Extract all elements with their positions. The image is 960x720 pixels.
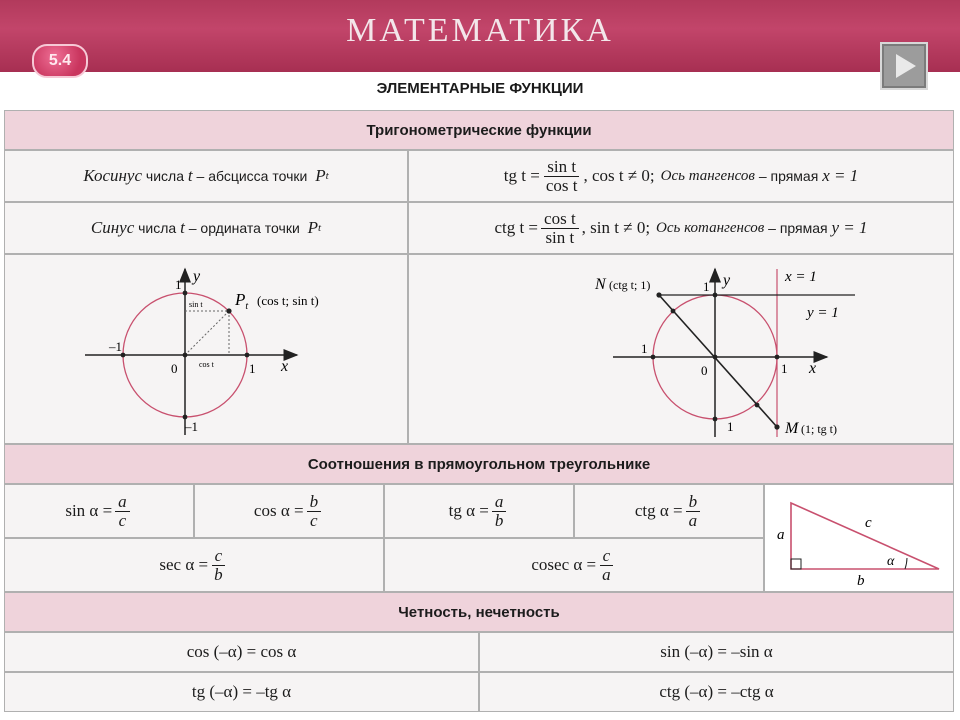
tg-condition: , cos t ≠ 0; bbox=[583, 166, 655, 185]
y-axis-label: y bbox=[193, 268, 201, 285]
n-coords: (ctg t; 1) bbox=[609, 278, 651, 292]
point-m bbox=[774, 424, 779, 429]
radius-line bbox=[185, 311, 229, 355]
origin-point bbox=[183, 353, 188, 358]
tg-ratio-fraction bbox=[492, 493, 507, 530]
right-triangle-svg bbox=[765, 485, 953, 591]
sec-ratio bbox=[4, 538, 384, 592]
x-axis-label: x bbox=[281, 358, 289, 375]
ctg-den: sin t bbox=[545, 227, 575, 247]
m-label: M bbox=[785, 420, 799, 437]
unit-circle-svg bbox=[5, 255, 407, 443]
cos-ratio-fraction bbox=[307, 493, 322, 530]
point-n bbox=[656, 292, 661, 297]
tangent-axes-diagram bbox=[408, 254, 954, 444]
sin-definition bbox=[4, 202, 408, 254]
sin-text: числа bbox=[134, 220, 181, 236]
sin-label: sin t bbox=[189, 300, 203, 309]
x-axis-label-2: x bbox=[809, 360, 817, 377]
cos-ratio bbox=[194, 484, 384, 538]
sec-ratio-den: b bbox=[214, 564, 223, 584]
tg-axis-eq: x = 1 bbox=[822, 166, 859, 185]
point-xm1-2 bbox=[651, 355, 656, 360]
point-ym1-2 bbox=[713, 417, 718, 422]
tg-odd: tg (–α) = –tg α bbox=[4, 672, 479, 712]
triangle-shape bbox=[791, 503, 939, 569]
ctg-definition bbox=[408, 202, 954, 254]
ctg-axis-term: Ось котангенсов bbox=[656, 219, 765, 236]
x-neg-one-label-2: 1 bbox=[641, 341, 648, 356]
cos-even: cos (–α) = cos α bbox=[4, 632, 479, 672]
cos-ratio-den: c bbox=[310, 510, 318, 530]
cosec-ratio-den: a bbox=[602, 564, 611, 584]
point-pt bbox=[226, 308, 231, 313]
origin-label: 0 bbox=[171, 361, 178, 376]
header-banner bbox=[0, 0, 960, 72]
circle-point-2 bbox=[755, 403, 760, 408]
y-equals-one-label: y = 1 bbox=[807, 305, 839, 321]
section-badge: 5.4 bbox=[32, 44, 88, 78]
x-neg-one-label: –1 bbox=[109, 339, 122, 354]
cos-label: cos t bbox=[199, 360, 214, 369]
cosec-ratio-lhs: cosec α = bbox=[531, 555, 597, 574]
sin-ratio-lhs: sin α = bbox=[65, 501, 113, 520]
tangent-axes-svg bbox=[409, 255, 953, 443]
point-x1-2 bbox=[775, 355, 780, 360]
page-title: МАТЕМАТИКА bbox=[346, 12, 614, 49]
section-title-parity: Четность, нечетность bbox=[4, 592, 954, 632]
sin-term: Синус bbox=[90, 218, 135, 237]
cos-ratio-num: b bbox=[307, 493, 322, 512]
tg-den: cos t bbox=[545, 175, 578, 195]
right-angle-mark bbox=[791, 559, 801, 569]
tg-lhs: tg t = bbox=[503, 166, 540, 185]
reference-sheet bbox=[4, 104, 954, 716]
ctg-odd: ctg (–α) = –ctg α bbox=[479, 672, 954, 712]
point-y1 bbox=[183, 291, 188, 296]
cos-var: t bbox=[187, 166, 193, 185]
tg-axis-rest: – прямая bbox=[754, 168, 823, 184]
y-neg-one-label: –1 bbox=[185, 419, 198, 434]
x-equals-one-label: x = 1 bbox=[785, 269, 817, 285]
sin-var: t bbox=[180, 218, 185, 237]
ctg-ratio bbox=[574, 484, 764, 538]
y-neg-one-label-2: 1 bbox=[727, 419, 734, 434]
circle-point-1 bbox=[671, 309, 676, 314]
pt-coords: (cos t; sin t) bbox=[257, 293, 319, 308]
sin-ratio bbox=[4, 484, 194, 538]
unit-circle-diagram bbox=[4, 254, 408, 444]
secant-line bbox=[659, 295, 777, 427]
tg-axis-term: Ось тангенсов bbox=[660, 167, 755, 184]
ctg-ratio-den: a bbox=[688, 510, 698, 530]
y-one-label: 1 bbox=[175, 277, 182, 292]
cos-term: Косинус bbox=[83, 166, 143, 185]
sin-point-sub: t bbox=[318, 222, 322, 234]
alpha-arc bbox=[905, 558, 907, 569]
cos-ratio-lhs: cos α = bbox=[253, 501, 304, 520]
alpha-label: α bbox=[887, 554, 895, 569]
x-one-label: 1 bbox=[249, 361, 256, 376]
point-y1-2 bbox=[713, 293, 718, 298]
side-a-label: a bbox=[777, 527, 785, 543]
ctg-ratio-fraction bbox=[686, 493, 701, 530]
tg-ratio bbox=[384, 484, 574, 538]
ctg-axis-eq: y = 1 bbox=[831, 218, 868, 237]
side-b-label: b bbox=[857, 573, 865, 589]
cos-definition bbox=[4, 150, 408, 202]
tg-definition bbox=[408, 150, 954, 202]
sin-rest: – ордината точки bbox=[184, 220, 304, 236]
sin-ratio-fraction bbox=[115, 493, 130, 530]
pt-label: $P_t$ bbox=[235, 290, 249, 312]
tg-num: sin t bbox=[544, 158, 579, 177]
x-one-label-2: 1 bbox=[781, 361, 788, 376]
ctg-ratio-lhs: ctg α = bbox=[634, 501, 683, 520]
y-one-label-2: 1 bbox=[703, 279, 710, 294]
sec-ratio-lhs: sec α = bbox=[159, 555, 209, 574]
tg-ratio-lhs: tg α = bbox=[448, 501, 489, 520]
cosec-ratio bbox=[384, 538, 764, 592]
page-subtitle: ЭЛЕМЕНТАРНЫЕ ФУНКЦИИ bbox=[376, 80, 584, 97]
ctg-fraction bbox=[541, 210, 579, 247]
cosec-ratio-fraction bbox=[599, 547, 614, 584]
ctg-condition: , sin t ≠ 0; bbox=[581, 218, 651, 237]
sin-ratio-num: a bbox=[115, 493, 130, 512]
sin-odd: sin (–α) = –sin α bbox=[479, 632, 954, 672]
ctg-axis-rest: – прямая bbox=[764, 220, 832, 236]
section-title-trig: Тригонометрические функции bbox=[4, 110, 954, 150]
y-axis-label-2: y bbox=[723, 272, 731, 289]
point-x1 bbox=[245, 353, 250, 358]
tg-fraction bbox=[543, 158, 581, 195]
cos-point-sub: t bbox=[325, 170, 329, 182]
ctg-ratio-num: b bbox=[686, 493, 701, 512]
cos-text: числа bbox=[142, 168, 188, 184]
cos-rest: – абсцисса точки bbox=[192, 168, 312, 184]
tg-ratio-num: a bbox=[492, 493, 507, 512]
n-label: N bbox=[595, 276, 606, 293]
ctg-lhs: ctg t = bbox=[494, 218, 539, 237]
cos-point: P bbox=[315, 166, 326, 185]
ctg-num: cos t bbox=[541, 210, 579, 229]
origin-point-2 bbox=[713, 355, 718, 360]
m-coords: (1; tg t) bbox=[801, 422, 837, 436]
cosec-ratio-num: c bbox=[600, 547, 614, 566]
section-title-triangle: Соотношения в прямоугольном треугольнике bbox=[4, 444, 954, 484]
play-icon bbox=[896, 54, 916, 78]
side-c-label: c bbox=[865, 515, 872, 531]
sin-ratio-den: c bbox=[118, 510, 127, 530]
origin-label-2: 0 bbox=[701, 363, 708, 378]
right-triangle-diagram bbox=[764, 484, 954, 592]
tg-ratio-den: b bbox=[494, 510, 504, 530]
sec-ratio-num: c bbox=[212, 547, 226, 566]
sec-ratio-fraction bbox=[211, 547, 226, 584]
sin-point: P bbox=[307, 218, 319, 237]
